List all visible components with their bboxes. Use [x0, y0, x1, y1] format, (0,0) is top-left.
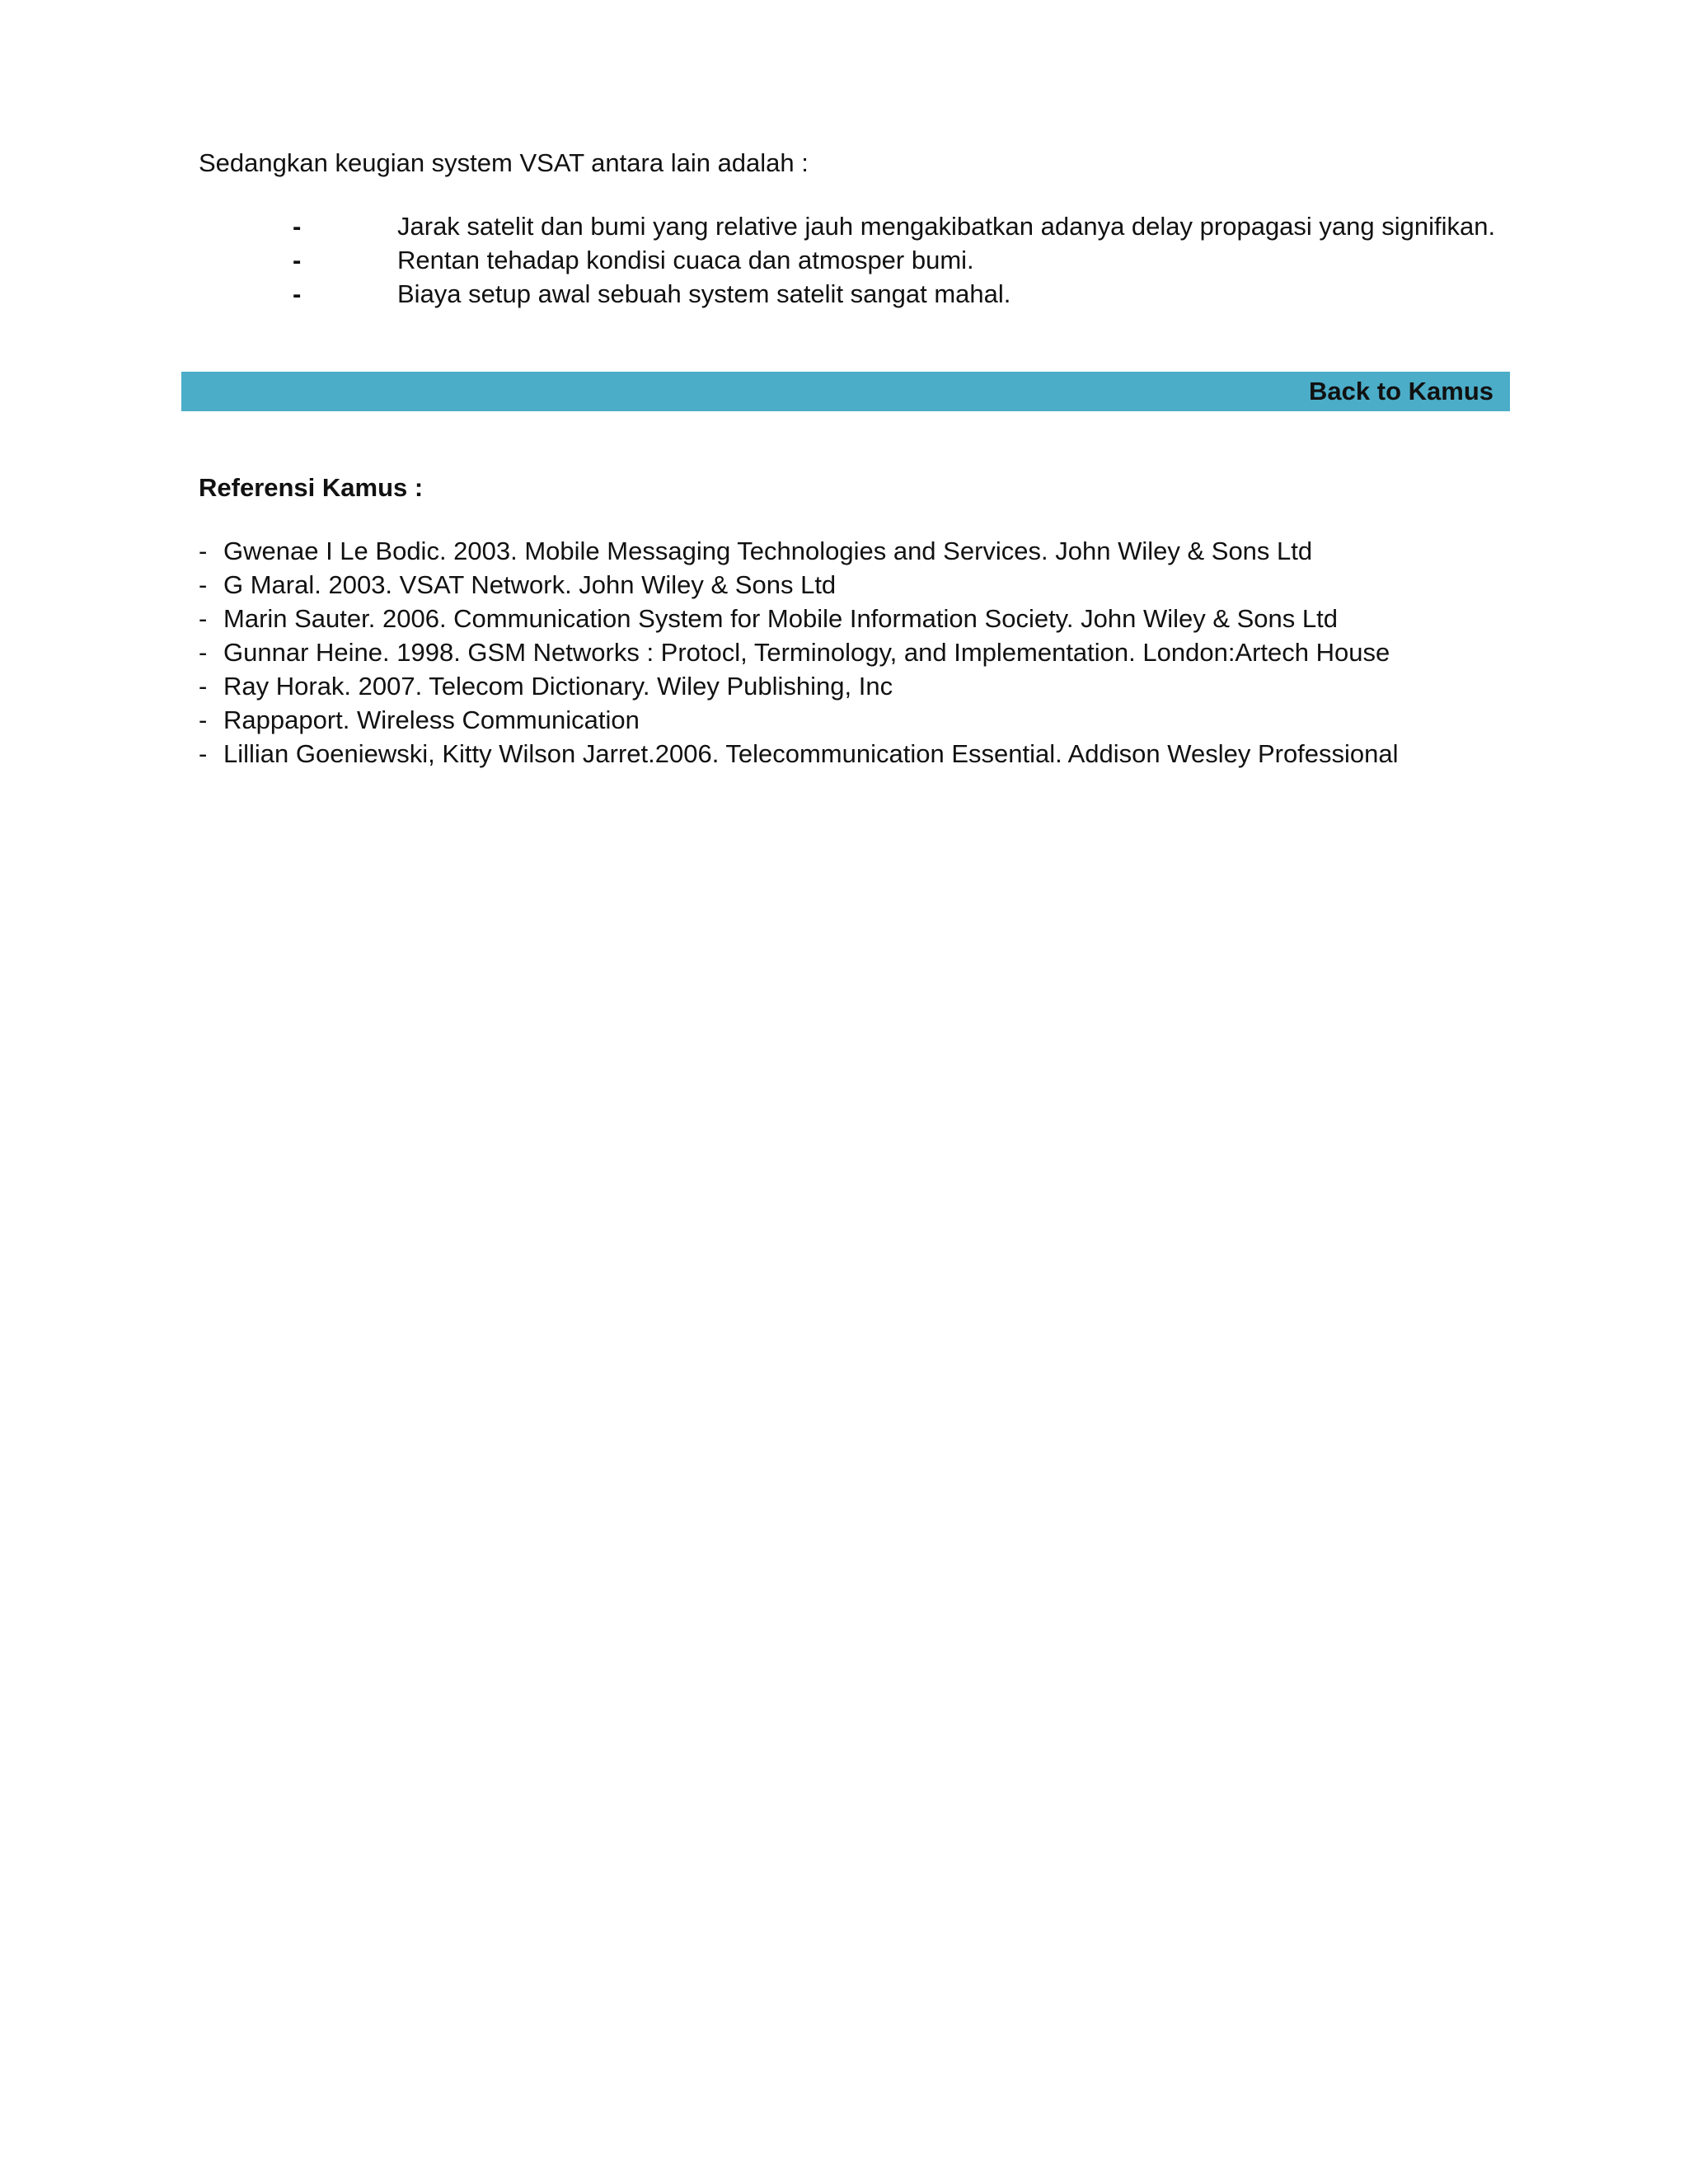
list-item-text: Jarak satelit dan bumi yang relative jauh mengakibatkan adanya delay propagasi yang signifikan.: [397, 212, 1496, 241]
bullet-dash: -: [199, 604, 208, 633]
list-item-text: Biaya setup awal sebuah system satelit sangat mahal.: [397, 279, 1011, 308]
bullet-dash: -: [199, 537, 208, 565]
reference-text: Ray Horak. 2007. Telecom Dictionary. Wiley Publishing, Inc: [223, 672, 893, 701]
back-to-kamus-link[interactable]: Back to Kamus: [1309, 377, 1493, 405]
intro-paragraph: Sedangkan keugian system VSAT antara lain adalah :: [199, 148, 809, 177]
reference-text: Lillian Goeniewski, Kitty Wilson Jarret.2006. Telecommunication Essential. Addison Wesley Professional: [223, 739, 1399, 768]
bullet-dash: -: [199, 739, 208, 768]
references-title: Referensi Kamus :: [199, 473, 424, 502]
bullet-dash: -: [199, 570, 208, 599]
bullet-dash: -: [199, 705, 208, 734]
bullet-dash: -: [199, 672, 208, 701]
list-item-text: Rentan tehadap kondisi cuaca dan atmosper bumi.: [397, 246, 974, 274]
bullet-dash: -: [293, 279, 302, 308]
reference-text: Marin Sauter. 2006. Communication System for Mobile Information Society. John Wiley & Sons Ltd: [223, 604, 1338, 633]
reference-text: G Maral. 2003. VSAT Network. John Wiley & Sons Ltd: [223, 570, 837, 599]
bullet-dash: -: [293, 246, 302, 274]
reference-text: Gwenae I Le Bodic. 2003. Mobile Messaging Technologies and Services. John Wiley & Sons Ltd: [223, 537, 1313, 565]
reference-text: Rappaport. Wireless Communication: [223, 705, 640, 734]
bullet-dash: -: [199, 638, 208, 667]
reference-text: Gunnar Heine. 1998. GSM Networks : Protocl, Terminology, and Implementation. London:Artech House: [223, 638, 1390, 667]
bullet-dash: -: [293, 212, 302, 241]
back-to-kamus-bar[interactable]: [181, 372, 1510, 411]
